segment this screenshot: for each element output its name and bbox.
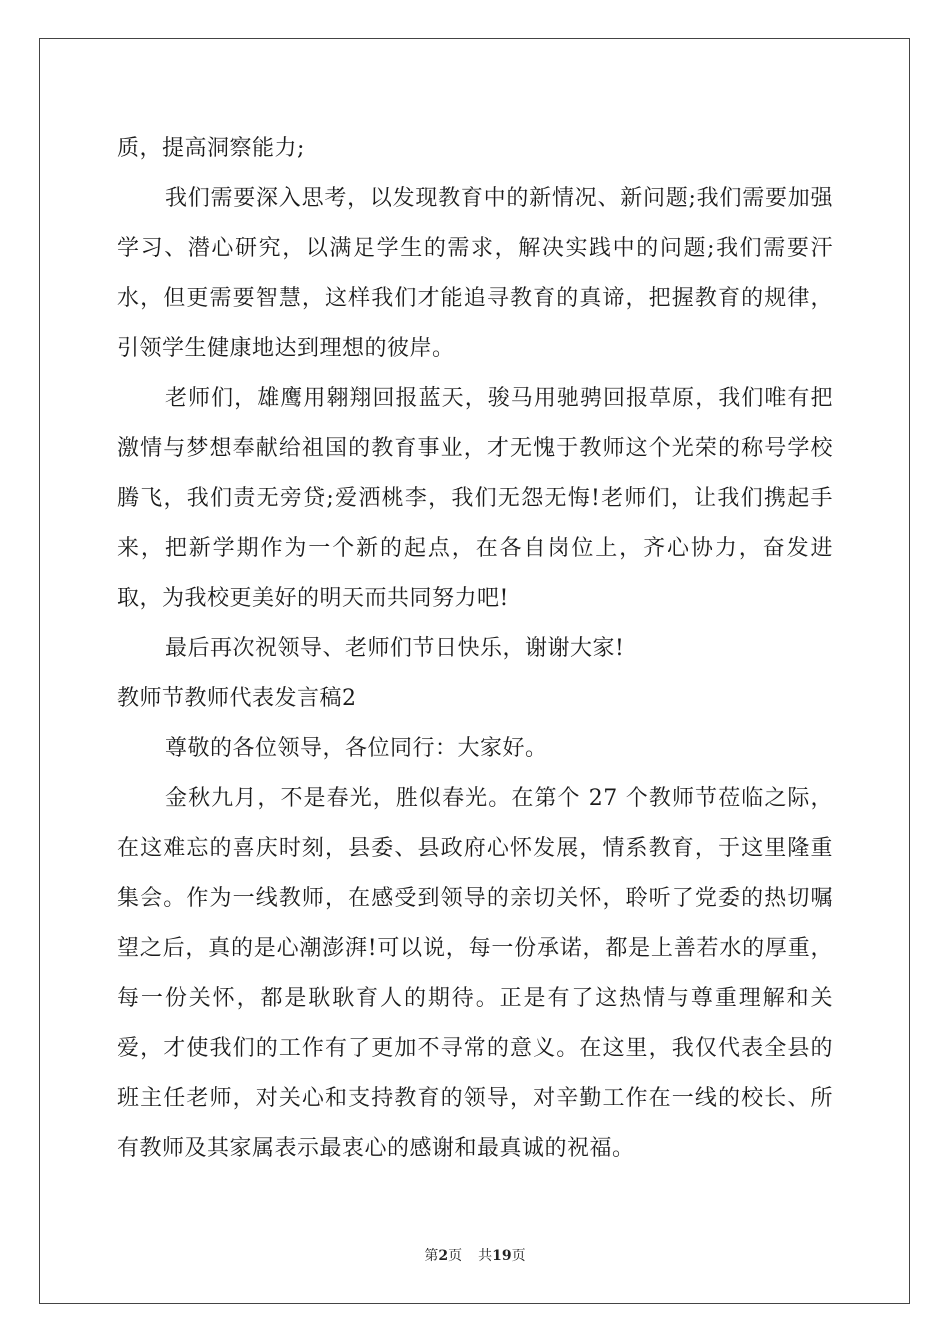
paragraph-6: 金秋九月，不是春光，胜似春光。在第个 27 个教师节莅临之际，在这难忘的喜庆时刻，县委、县政府心怀发展，情系教育，于这里隆重集会。作为一线教师，在感受到领导的亲切关怀，聆听了党委的热切嘱望之后，真的是心潮澎湃!可以说，每一份承诺，都是上善若水的厚重，每一份关怀，都是耿耿育人的期待。正是有了这热情与尊重理解和关爱，才使我们的工作有了更加不寻常的意义。在这里，我仅代表全县的班主任老师，对关心和支持教育的领导，对辛勤工作在一线的校长、所有教师及其家属表示最衷心的感谢和最真诚的祝福。 — [117, 786, 833, 1161]
page-suffix: 页 — [448, 1248, 463, 1264]
document-body — [117, 124, 833, 1174]
total-prefix: 共 — [478, 1248, 493, 1264]
paragraph-5: 尊敬的各位领导，各位同行：大家好。 — [165, 736, 548, 761]
total-pages: 19 — [492, 1248, 512, 1264]
paragraph-1: 质，提高洞察能力; — [117, 136, 305, 161]
paragraph-4: 最后再次祝领导、老师们节日快乐，谢谢大家! — [165, 636, 625, 661]
page-number: 2 — [438, 1248, 449, 1264]
paragraph-2: 我们需要深入思考，以发现教育中的新情况、新问题;我们需要加强学习、潜心研究，以满足学生的需求，解决实践中的问题;我们需要汗水，但更需要智慧，这样我们才能追寻教育的真谛，把握教育的规律，引领学生健康地达到理想的彼岸。 — [117, 186, 833, 361]
paragraph-3: 老师们，雄鹰用翱翔回报蓝天，骏马用驰骋回报草原，我们唯有把激情与梦想奉献给祖国的教育事业，才无愧于教师这个光荣的称号学校腾飞，我们责无旁贷;爱洒桃李，我们无怨无悔!老师们，让我们携起手来，把新学期作为一个新的起点，在各自岗位上，齐心协力，奋发进取，为我校更美好的明天而共同努力吧! — [117, 386, 833, 611]
page-prefix: 第 — [424, 1248, 439, 1264]
section-title: 教师节教师代表发言稿2 — [117, 686, 357, 711]
total-suffix: 页 — [511, 1248, 526, 1264]
page-footer — [0, 1245, 950, 1265]
